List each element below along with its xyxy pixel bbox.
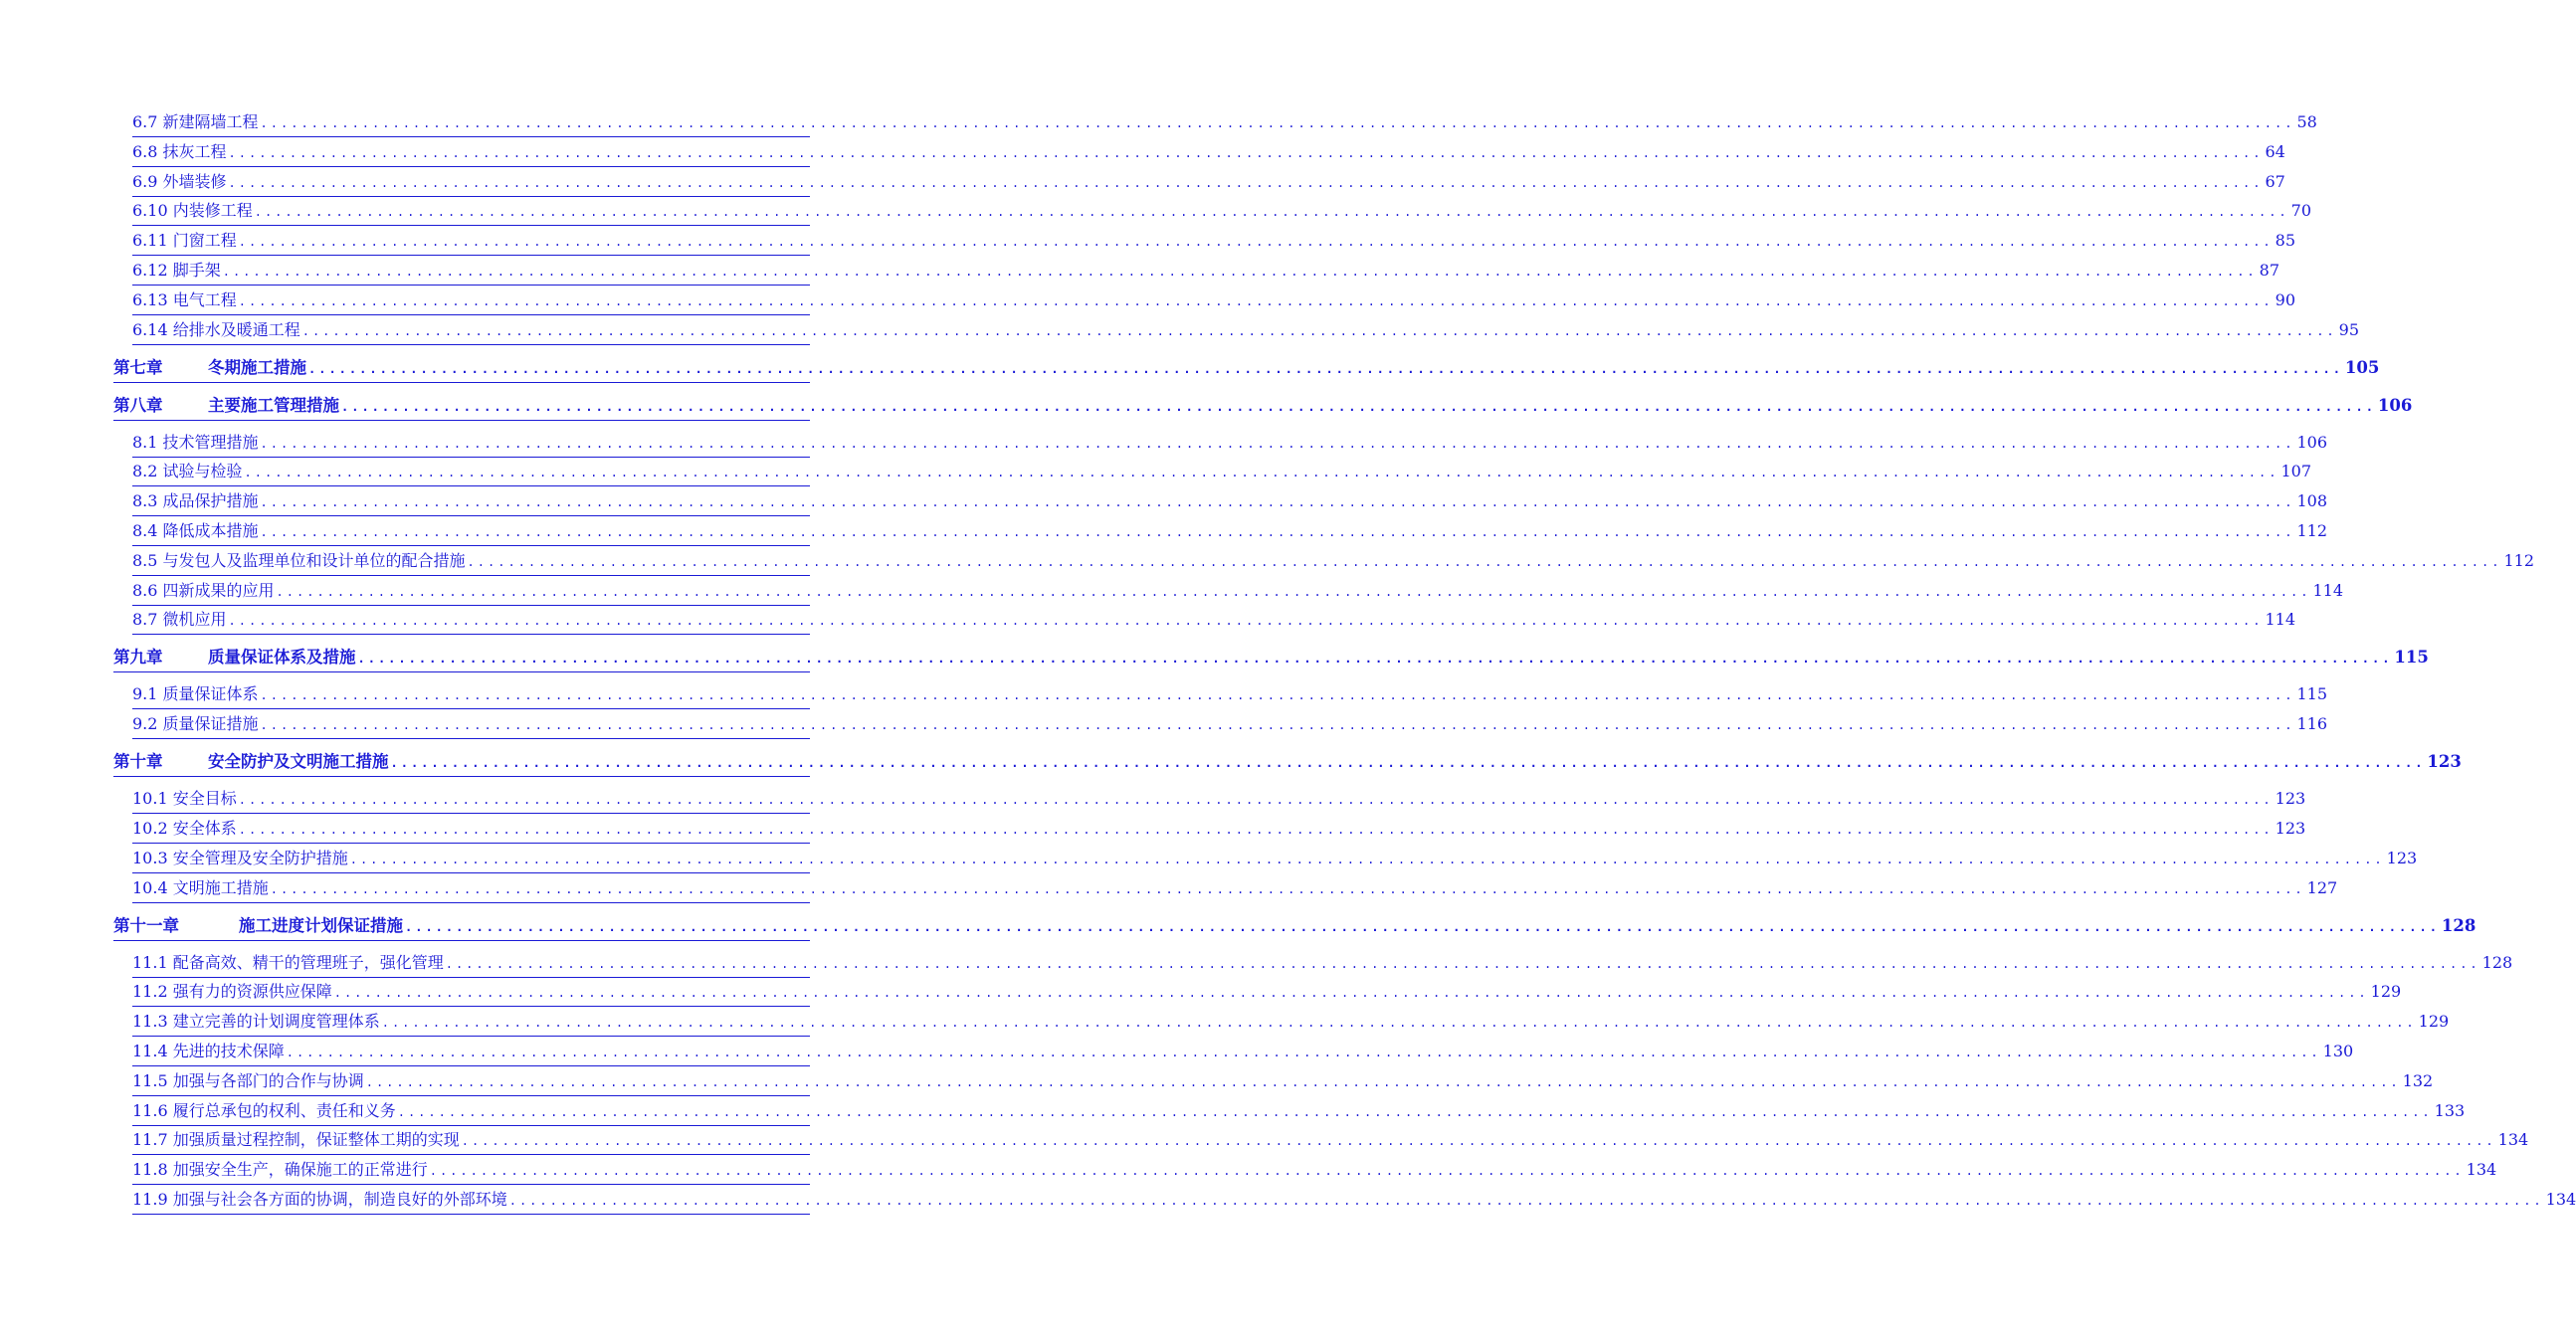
toc-section-link[interactable] [132, 846, 2418, 873]
toc-entry-title: 6.7 新建隔墙工程 [132, 112, 259, 131]
toc-entry-title: 10.4 文明施工措施 [132, 877, 269, 897]
toc-entry-title: 11.5 加强与各部门的合作与协调 [132, 1070, 364, 1090]
toc-entry-title: 11.9 加强与社会各方面的协调，制造良好的外部环境 [132, 1189, 507, 1209]
toc-dot-leader: ........................................................................................................................................................................................................ [397, 1104, 2433, 1119]
toc-page-number: 129 [2370, 982, 2402, 1002]
toc-section-link[interactable] [132, 816, 2306, 844]
toc-entry-title: 8.6 四新成果的应用 [132, 580, 275, 600]
toc-section-link[interactable] [132, 1039, 2354, 1066]
toc-section-link[interactable] [132, 109, 2317, 137]
toc-section-link[interactable] [132, 1098, 2466, 1126]
toc-section-link[interactable] [132, 786, 2306, 814]
toc-page-number: 134 [2545, 1189, 2576, 1209]
toc-page-number: 112 [2503, 550, 2535, 570]
toc-dot-leader: ........................................................................................................................................................................................................ [301, 323, 2337, 338]
toc-page-number: 114 [2312, 580, 2344, 600]
toc-entry-title: 主要施工管理措施 [208, 395, 339, 415]
toc-dot-leader: ........................................................................................................................................................................................................ [228, 175, 2264, 190]
toc-entry-title: 11.7 加强质量过程控制，保证整体工期的实现 [132, 1130, 460, 1150]
toc-section-link[interactable] [132, 518, 2328, 546]
toc-page-number: 108 [2296, 491, 2328, 511]
toc-chapter-link[interactable] [113, 392, 2413, 421]
toc-section-link[interactable] [132, 711, 2328, 739]
toc-dot-leader: ........................................................................................................................................................................................................ [276, 584, 2311, 599]
toc-section-link[interactable] [132, 548, 2535, 576]
toc-section-link[interactable] [132, 1068, 2434, 1096]
toc-entry-title: 8.3 成品保护措施 [132, 491, 259, 511]
toc-entry-title: 11.1 配备高效、精干的管理班子，强化管理 [132, 952, 444, 972]
toc-page-number: 87 [2259, 260, 2279, 280]
toc-dot-leader: ........................................................................................................................................................................................................ [228, 145, 2264, 160]
toc-page-number: 133 [2434, 1100, 2466, 1120]
toc-section-link[interactable] [132, 317, 2359, 345]
toc-entry-title: 质量保证体系及措施 [208, 648, 356, 668]
toc-entry-title: 11.6 履行总承包的权利、责任和义务 [132, 1100, 396, 1120]
toc-page-number: 106 [2296, 432, 2328, 452]
toc-dot-leader: ........................................................................................................................................................................................................ [260, 524, 2295, 539]
toc-entry-title: 9.2 质量保证措施 [132, 714, 259, 734]
toc-dot-leader: ........................................................................................................................................................................................................ [238, 235, 2274, 250]
toc-page-number: 123 [2275, 818, 2306, 838]
toc-entry-title: 冬期施工措施 [208, 357, 306, 377]
toc-dot-leader: ........................................................................................................................................................................................................ [461, 1134, 2496, 1149]
toc-dot-leader: ........................................................................................................................................................................................................ [467, 554, 2502, 569]
toc-dot-leader: ........................................................................................................................................................................................................ [238, 293, 2274, 308]
toc-section-link[interactable] [132, 607, 2296, 635]
toc-chapter-number: 第九章 [113, 648, 163, 668]
toc-page-number: 128 [2481, 952, 2513, 972]
toc-page-number: 134 [2497, 1130, 2529, 1150]
toc-dot-leader: ........................................................................................................................................................................................................ [445, 956, 2480, 971]
toc-dot-leader: ........................................................................................................................................................................................................ [222, 264, 2258, 279]
toc-section-link[interactable] [132, 578, 2344, 606]
toc-entry-title: 施工进度计划保证措施 [239, 915, 403, 935]
toc-entry-title: 6.9 外墙装修 [132, 171, 227, 191]
toc-chapter-link[interactable] [113, 354, 2380, 383]
toc-dot-leader: ........................................................................................................................................................................................................ [333, 986, 2369, 1001]
toc-section-link[interactable] [132, 979, 2402, 1007]
toc-page-number: 123 [2275, 789, 2306, 809]
toc-section-link[interactable] [132, 198, 2311, 226]
toc-entry-title: 11.8 加强安全生产，确保施工的正常进行 [132, 1160, 428, 1180]
toc-page-number: 134 [2466, 1160, 2497, 1180]
toc-dot-leader: ........................................................................................................................................................................................................ [260, 495, 2295, 510]
toc-entry-title: 6.12 脚手架 [132, 260, 221, 280]
toc-entry-title: 6.14 给排水及暖通工程 [132, 319, 300, 339]
toc-page-number: 58 [2296, 112, 2317, 131]
toc-page-number: 129 [2418, 1012, 2450, 1032]
toc-dot-leader: ........................................................................................................................................................................................................ [260, 718, 2295, 733]
table-of-contents [113, 109, 2576, 1217]
toc-page-number: 132 [2402, 1070, 2434, 1090]
toc-dot-leader: ........................................................................................................................................................................................................ [508, 1193, 2544, 1208]
toc-entry-title: 10.3 安全管理及安全防护措施 [132, 848, 348, 867]
toc-dot-leader: ........................................................................................................................................................................................................ [286, 1045, 2321, 1059]
toc-section-link[interactable] [132, 169, 2285, 197]
toc-chapter-number: 第十章 [113, 752, 163, 772]
toc-dot-leader: ........................................................................................................................................................................................................ [349, 852, 2385, 866]
toc-entry-title: 安全防护及文明施工措施 [208, 752, 389, 772]
toc-chapter-number: 第八章 [113, 395, 163, 415]
toc-dot-leader: ........................................................................................................................................................................................................ [238, 822, 2274, 837]
toc-dot-leader: ........................................................................................................................................................................................................ [405, 919, 2440, 934]
toc-page-number: 115 [2394, 648, 2429, 668]
toc-page-number: 130 [2322, 1041, 2354, 1060]
toc-chapter-number: 第十一章 [113, 915, 179, 935]
toc-entry-title: 8.7 微机应用 [132, 610, 227, 630]
toc-section-link[interactable] [132, 258, 2279, 286]
toc-dot-leader: ........................................................................................................................................................................................................ [429, 1164, 2465, 1179]
toc-dot-leader: ........................................................................................................................................................................................................ [390, 756, 2426, 771]
toc-section-link[interactable] [132, 488, 2328, 516]
toc-chapter-number: 第七章 [113, 357, 163, 377]
toc-chapter-link[interactable] [113, 912, 2477, 941]
toc-page-number: 90 [2275, 289, 2295, 309]
toc-dot-leader: ........................................................................................................................................................................................................ [260, 436, 2295, 451]
toc-entry-title: 8.1 技术管理措施 [132, 432, 259, 452]
toc-dot-leader: ........................................................................................................................................................................................................ [365, 1074, 2401, 1089]
toc-section-link[interactable] [132, 459, 2312, 486]
toc-section-link[interactable] [132, 1009, 2450, 1037]
toc-page-number: 70 [2290, 201, 2311, 221]
toc-entry-title: 8.5 与发包人及监理单位和设计单位的配合措施 [132, 550, 466, 570]
toc-dot-leader: ........................................................................................................................................................................................................ [308, 361, 2343, 376]
toc-section-link[interactable] [132, 950, 2513, 978]
toc-section-link[interactable] [132, 1187, 2576, 1215]
toc-dot-leader: ........................................................................................................................................................................................................ [381, 1016, 2417, 1031]
toc-chapter-link[interactable] [113, 748, 2462, 777]
toc-dot-leader: ........................................................................................................................................................................................................ [260, 688, 2295, 703]
toc-entry-title: 8.4 降低成本措施 [132, 520, 259, 540]
toc-section-link[interactable] [132, 1157, 2497, 1185]
toc-entry-title: 10.1 安全目标 [132, 789, 237, 809]
toc-entry-title: 11.3 建立完善的计划调度管理体系 [132, 1012, 380, 1032]
toc-page-number: 64 [2265, 141, 2285, 161]
toc-dot-leader: ........................................................................................................................................................................................................ [341, 399, 2376, 414]
toc-dot-leader: ........................................................................................................................................................................................................ [254, 205, 2289, 220]
toc-entry-title: 6.13 电气工程 [132, 289, 237, 309]
toc-entry-title: 10.2 安全体系 [132, 818, 237, 838]
toc-section-link[interactable] [132, 139, 2285, 167]
toc-entry-title: 6.11 门窗工程 [132, 231, 237, 251]
toc-section-link[interactable] [132, 430, 2328, 458]
toc-section-link[interactable] [132, 228, 2295, 256]
toc-entry-title: 6.8 抹灰工程 [132, 141, 227, 161]
toc-page-number: 107 [2280, 462, 2312, 481]
toc-page-number: 85 [2275, 231, 2295, 251]
toc-entry-title: 11.4 先进的技术保障 [132, 1041, 285, 1060]
toc-page-number: 123 [2386, 848, 2418, 867]
toc-entry-title: 6.10 内装修工程 [132, 201, 253, 221]
toc-page-number: 123 [2427, 752, 2462, 772]
toc-entry-title: 8.2 试验与检验 [132, 462, 243, 481]
toc-page-number: 128 [2441, 915, 2477, 935]
toc-dot-leader: ........................................................................................................................................................................................................ [357, 652, 2393, 667]
toc-page-number: 112 [2296, 520, 2328, 540]
toc-page-number: 105 [2344, 357, 2380, 377]
toc-entry-title: 11.2 强有力的资源供应保障 [132, 982, 332, 1002]
toc-page-number: 67 [2265, 171, 2285, 191]
toc-dot-leader: ........................................................................................................................................................................................................ [228, 614, 2264, 629]
toc-page-number: 115 [2296, 684, 2328, 704]
toc-page-number: 114 [2265, 610, 2296, 630]
toc-section-link[interactable] [132, 287, 2295, 315]
toc-page-number: 95 [2338, 319, 2359, 339]
toc-section-link[interactable] [132, 1127, 2529, 1155]
toc-dot-leader: ........................................................................................................................................................................................................ [270, 881, 2305, 896]
toc-dot-leader: ........................................................................................................................................................................................................ [238, 793, 2274, 808]
toc-page-number: 127 [2306, 877, 2338, 897]
toc-chapter-link[interactable] [113, 644, 2429, 672]
toc-entry-title: 9.1 质量保证体系 [132, 684, 259, 704]
toc-section-link[interactable] [132, 875, 2338, 903]
toc-page-number: 116 [2296, 714, 2328, 734]
toc-dot-leader: ........................................................................................................................................................................................................ [244, 466, 2279, 480]
toc-page-number: 106 [2377, 395, 2413, 415]
toc-section-link[interactable] [132, 681, 2328, 709]
toc-dot-leader: ........................................................................................................................................................................................................ [260, 116, 2295, 130]
